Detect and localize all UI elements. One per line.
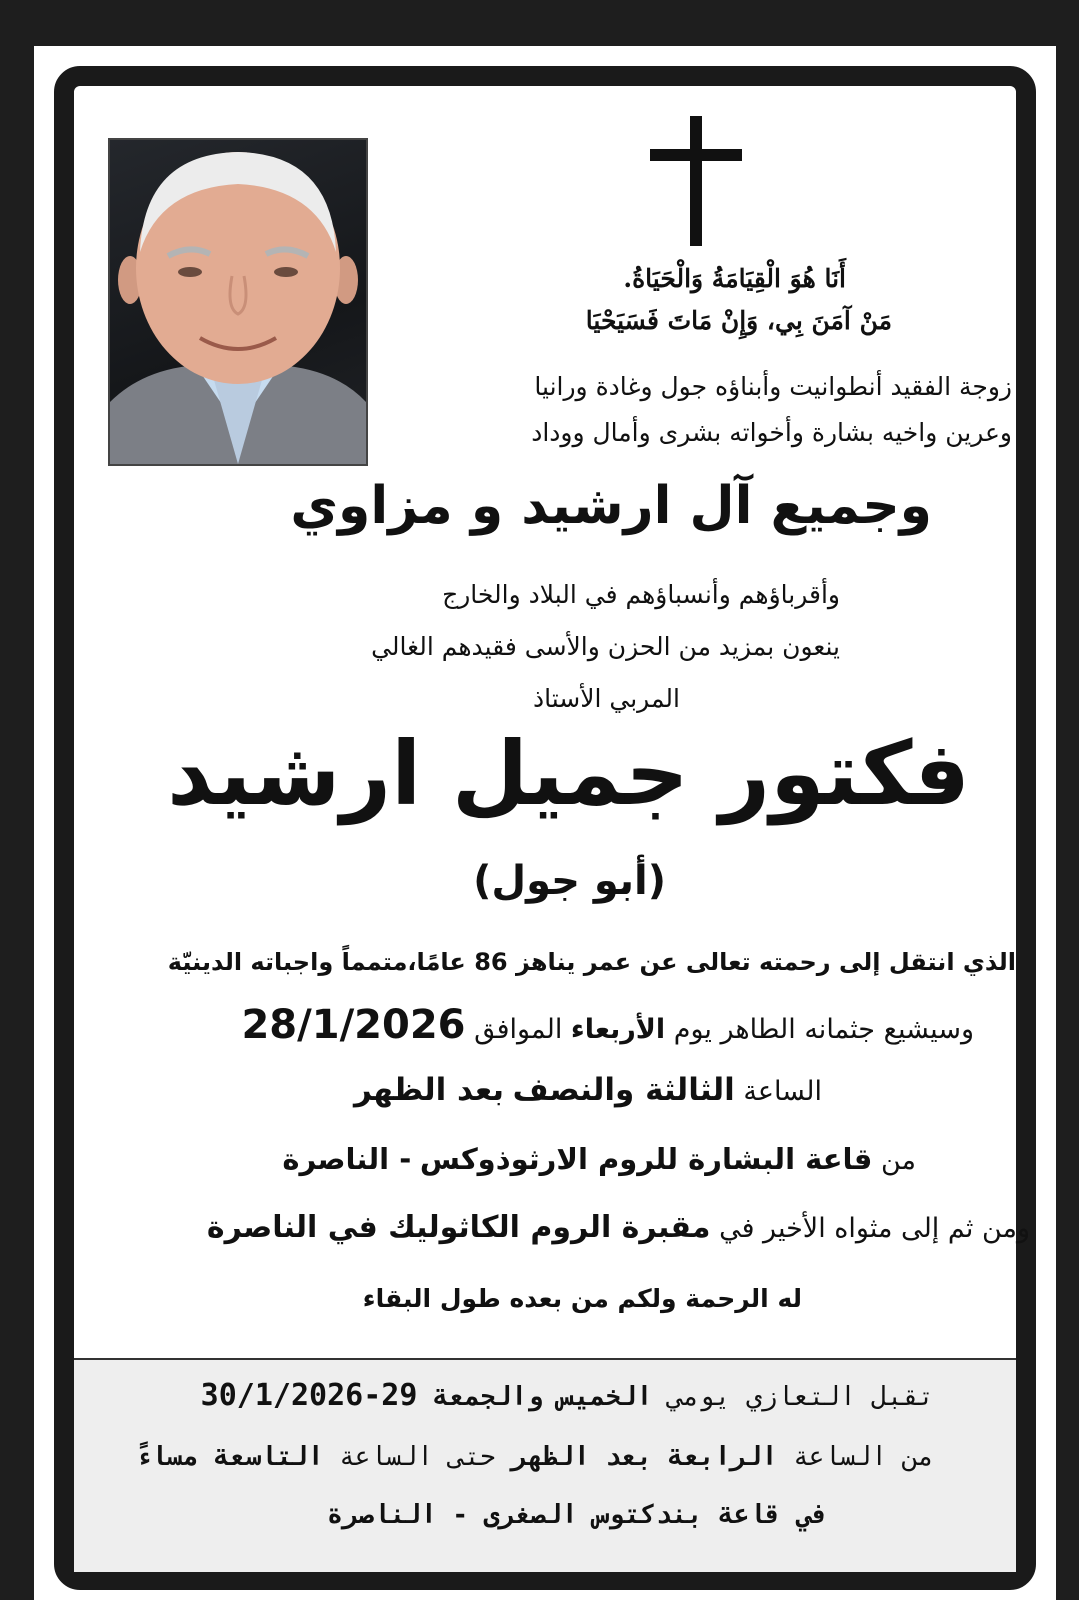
- announcement-line-2: ينعون بمزيد من الحزن والأسى فقيدهم الغالي: [371, 632, 840, 661]
- burial-place: مقبرة الروم الكاثوليك في الناصرة: [206, 1210, 711, 1245]
- closing-line: له الرحمة ولكم من بعده طول البقاء: [362, 1284, 802, 1313]
- portrait-illustration: [110, 140, 366, 464]
- burial-line: [207, 1210, 1030, 1245]
- condolences-prefix: تقبل التعازي يومي: [667, 1382, 934, 1412]
- funeral-prefix: وسيشيع جثمانه الطاهر يوم: [673, 1014, 974, 1045]
- obituary-page: [34, 46, 1056, 1600]
- mourners-line-2: وعرين واخيه بشارة وأخواته بشرى وأمال ووداد: [531, 418, 1012, 447]
- time-prefix: الساعة: [743, 1076, 822, 1107]
- hours-to: التاسعة مساءً: [135, 1442, 324, 1472]
- mourners-line-1: زوجة الفقيد أنطوانيت وأبناؤه جول وغادة ورانيا: [534, 372, 1012, 401]
- hours-prefix: من الساعة: [793, 1442, 934, 1472]
- verse-line-1: أَنَا هُوَ الْقِيَامَةُ وَالْحَيَاةُ.: [623, 264, 846, 293]
- time-bold: الثالثة والنصف: [512, 1072, 735, 1108]
- portrait-photo: [108, 138, 368, 466]
- condolences-dates: 29-30/1/2026: [200, 1378, 418, 1413]
- condolences-line-3: في قاعة بندكتوس الصغرى - الناصرة: [327, 1500, 828, 1530]
- time-line: [354, 1072, 822, 1108]
- death-line: الذي انتقل إلى رحمته تعالى عن عمر يناهز 86 عامًا،متمماً واجباته الدينيّة: [167, 948, 1016, 976]
- condolences-line-2: [136, 1442, 934, 1472]
- cross-icon-bar: [650, 149, 742, 161]
- burial-prefix: ومن ثم إلى مثواه الأخير في: [719, 1213, 1030, 1244]
- family-heading: وجميع آل ارشيد و مزاوي: [290, 476, 932, 536]
- deceased-name: فكتور جميل ارشيد: [167, 722, 970, 825]
- funeral-mid: الموافق: [474, 1014, 563, 1045]
- time-suffix: بعد الظهر: [354, 1072, 505, 1108]
- hours-from: الرابعة بعد الظهر: [511, 1442, 778, 1472]
- verse-line-2: مَنْ آمَنَ بِي، وَإِنْ مَاتَ فَسَيَحْيَا: [585, 306, 892, 335]
- funeral-day: الأربعاء: [570, 1014, 666, 1045]
- condolences-band: [74, 1358, 1016, 1572]
- funeral-line: [241, 1002, 974, 1048]
- cross-icon: [690, 116, 702, 246]
- funeral-date: 28/1/2026: [241, 1002, 466, 1048]
- announcement-line-1: وأقرباؤهم وأنسباؤهم في البلاد والخارج: [442, 580, 840, 609]
- condolences-line-1: [201, 1378, 934, 1413]
- deceased-nickname: (أبو جول): [473, 858, 666, 904]
- condolences-days: الخميس والجمعة: [433, 1382, 653, 1412]
- from-city: - الناصرة: [282, 1142, 412, 1176]
- hours-mid: حتى الساعة: [339, 1442, 496, 1472]
- black-frame: [54, 66, 1036, 1590]
- from-place: قاعة البشارة للروم الارثوذوكس: [419, 1142, 873, 1176]
- from-line: [282, 1142, 916, 1176]
- from-prefix: من: [880, 1145, 916, 1176]
- announcement-line-3: المربي الأستاذ: [533, 684, 680, 713]
